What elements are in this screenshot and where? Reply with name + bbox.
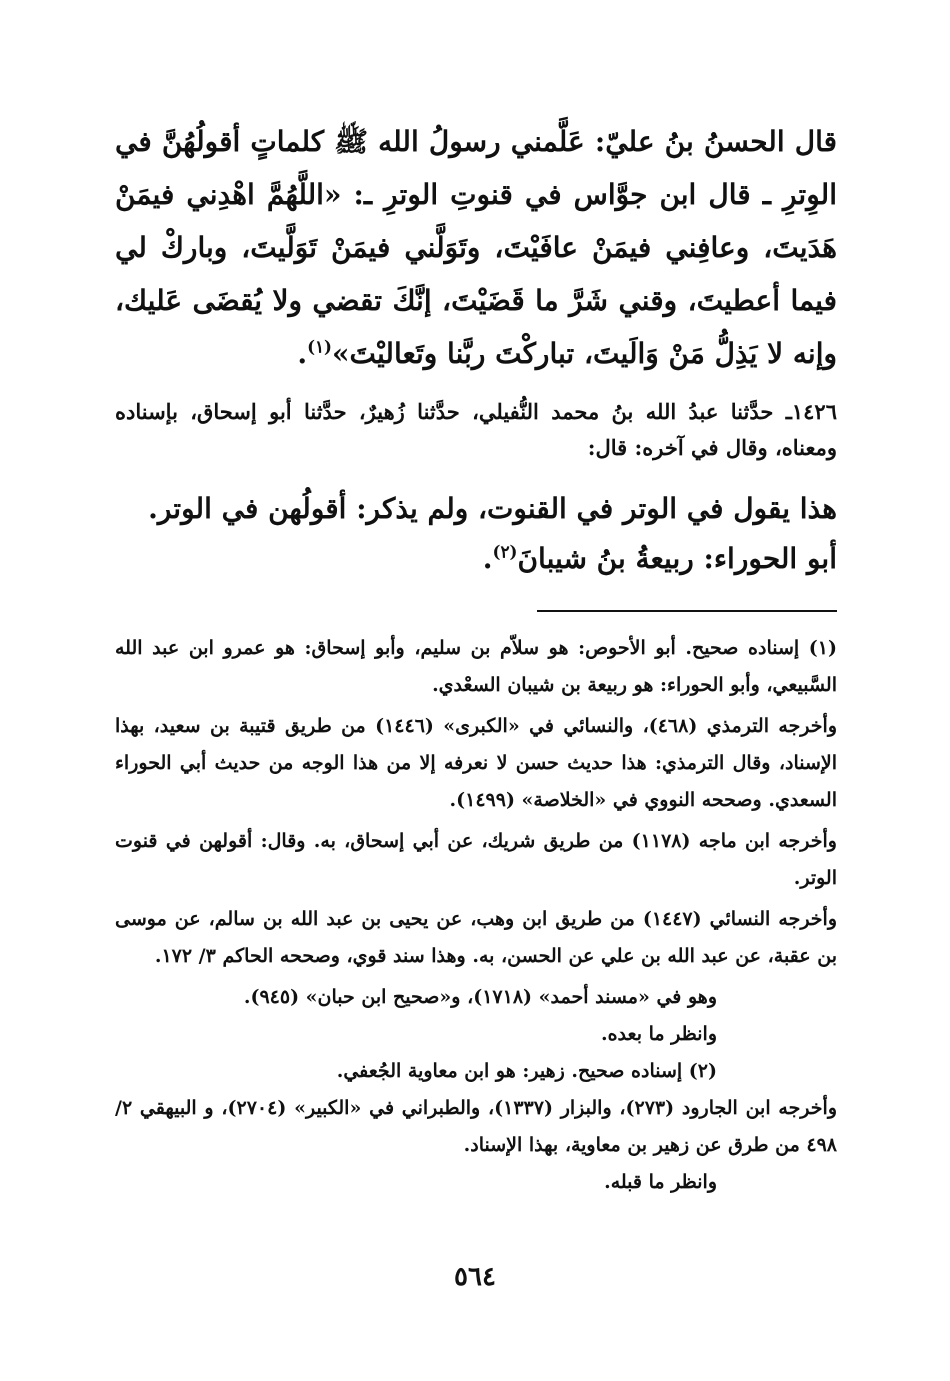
closing-text — [115, 484, 837, 584]
hadith-text: قال الحسنُ بنُ عليّ: عَلَّمني رسولُ الله ﷺ كلماتٍ أقولُهُنَّ في الوِترِ ـ قال ابن جوَّاس في قنوتِ الوترِ ـ: «اللَّهُمَّ اهْدِني فيمَنْ هَدَيتَ، وعافِني فيمَنْ عافَيْتَ، وتَوَلَّني فيمَنْ تَوَلَّيتَ، وباركْ لي فيما أعطيتَ، وقني شَرَّ ما قَضَيْتَ، إنَّكَ تقضي ولا يُقضَى عَليك، وإنه لا يَذِلُّ مَنْ وَالَيتَ، تباركْتَ ربَّنا وتَعاليْتَ» — [115, 125, 837, 370]
closing-line-2-text: أبو الحوراء: ربيعةُ بنُ شيبانَ — [517, 542, 837, 575]
hadith-1426-text: ١٤٢٦ـ حدَّثنا عبدُ الله بنُ محمد النُّفيلي، حدَّثنا زُهيرٌ، حدَّثنا أبو إسحاق، بإسناده ومعناه، وقال في آخره: قال: — [115, 399, 837, 460]
footnote-2-see-previous: وانظر ما قبله. — [604, 1171, 717, 1193]
main-text — [115, 115, 837, 380]
footnote-2-takhrij: وأخرجه ابن الجارود (٢٧٣)، والبزار (١٣٣٧)، والطبراني في «الكبير» (٢٧٠٤)، و البيهقي ٢/ ٤٩٨ من طرق عن زهير بن معاوية، بهذا الإسناد. — [115, 1097, 837, 1156]
footnote-1-see-next: وانظر ما بعده. — [600, 1023, 717, 1045]
footnote-separator — [537, 610, 837, 612]
footnote-2: (٢) إسناده صحيح. زهير: هو ابن معاوية الجُعفي. — [336, 1060, 717, 1082]
footnote-1-musnad: وهو في «مسند أحمد» (١٧١٨)، و«صحيح ابن حبان» (٩٤٥). — [243, 986, 717, 1008]
hadith-text-end: . — [297, 337, 308, 370]
footnote-1-ibn-majah: وأخرجه ابن ماجه (١١٧٨) من طريق شريك، عن أبي إسحاق، به. وقال: أقولهن في قنوت الوتر. — [115, 830, 837, 889]
page-number: ٥٦٤ — [454, 1262, 496, 1292]
footnote-ref-2[interactable]: (٢) — [492, 541, 518, 562]
footnote-ref-1[interactable]: (١) — [307, 336, 332, 357]
footnote-1-takhrij: وأخرجه الترمذي (٤٦٨)، والنسائي في «الكبرى» (١٤٤٦) من طريق قتيبة بن سعيد، بهذا الإسناد، وقال الترمذي: هذا حديث حسن لا نعرفه إلا من هذا الوجه من حديث أبي الحوراء السعدي. وصححه النووي في «الخلاصة» (١٤٩٩). — [115, 715, 837, 811]
closing-line-2 — [115, 534, 837, 584]
hadith-1426 — [115, 394, 837, 466]
footnote-1: (١) إسناده صحيح. أبو الأحوص: هو سلاّم بن سليم، وأبو إسحاق: هو عمرو ابن عبد الله السَّبيعي، وأبو الحوراء: هو ربيعة بن شيبان السعْدي. — [115, 637, 837, 696]
page-body — [115, 115, 837, 1201]
footnote-1-nasai: وأخرجه النسائي (١٤٤٧) من طريق ابن وهب، عن يحيى بن عبد الله بن سالم، عن موسى بن عقبة، عن عبد الله بن علي عن الحسن، به. وهذا سند قوي، وصححه الحاكم ٣/ ١٧٢. — [115, 908, 837, 967]
hadith-text-paragraph — [115, 115, 837, 380]
closing-line-1: هذا يقول في الوتر في القنوت، ولم يذكر: أقولُهن في الوتر. — [148, 492, 837, 525]
closing-line-2-end: . — [482, 542, 493, 575]
footnotes — [115, 630, 837, 1201]
